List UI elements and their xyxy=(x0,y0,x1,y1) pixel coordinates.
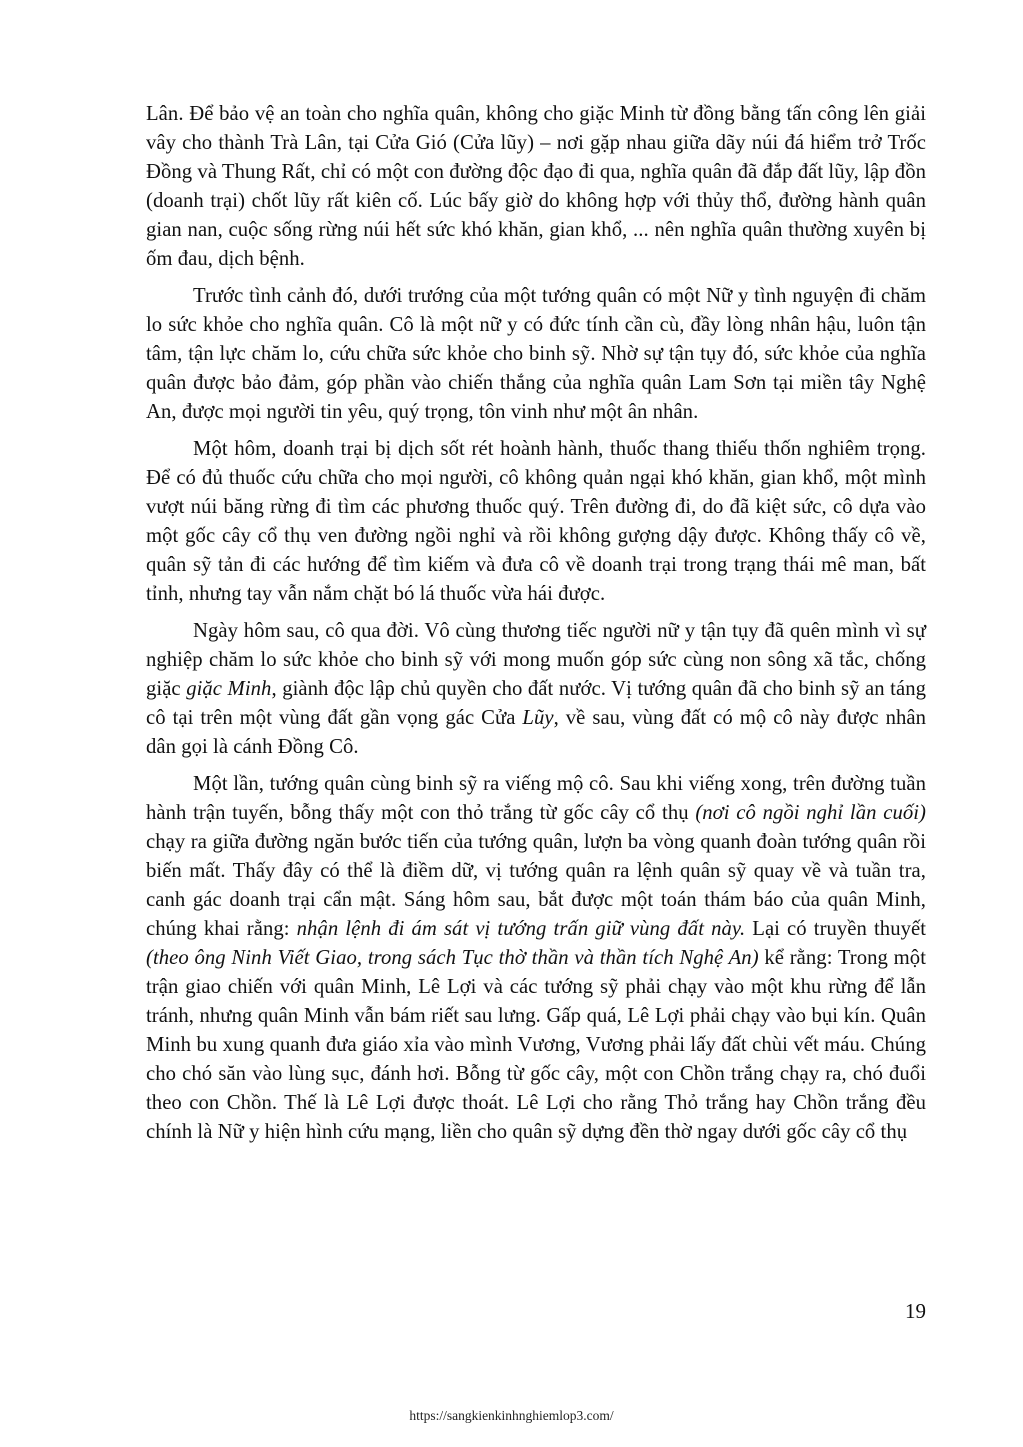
paragraph-p1 xyxy=(146,100,926,274)
text-segment: Lân. Để bảo vệ an toàn cho nghĩa quân, không cho giặc Minh từ đồng bằng tấn công lên giải vây cho thành Trà Lân, tại Cửa Gió (Cửa lũy) – nơi gặp nhau giữa dãy núi đá hiểm trở Trốc Đồng và Thung Rất, chỉ có một con đường độc đạo đi qua, nghĩa quân đã đắp đất lũy, lập đồn (doanh trại) chốt lũy rất kiên cố. Lúc bấy giờ do không hợp với thủy thổ, đường hành quân gian nan, cuộc sống rừng núi hết sức khó khăn, gian khổ, ... nên nghĩa quân thường xuyên bị ốm đau, dịch bệnh. xyxy=(146,103,926,270)
text-segment: Trước tình cảnh đó, dưới trướng của một tướng quân có một Nữ y tình nguyện đi chăm lo sức khỏe cho nghĩa quân. Cô là một nữ y có đức tính cần cù, đầy lòng nhân hậu, luôn tận tâm, tận lực chăm lo, cứu chữa sức khỏe cho binh sỹ. Nhờ sự tận tụy đó, sức khỏe của nghĩa quân được bảo đảm, góp phần vào chiến thắng của nghĩa quân Lam Sơn tại miền tây Nghệ An, được mọi người tin yêu, quý trọng, tôn vinh như một ân nhân. xyxy=(146,285,926,423)
paragraph-p4 xyxy=(146,617,926,762)
text-segment: kể rằng: Trong một trận giao chiến với quân Minh, Lê Lợi và các tướng sỹ phải chạy vào một khu rừng để lẫn tránh, nhưng quân Minh vẫn bám riết sau lưng. Gấp quá, Lê Lợi phải chạy vào bụi kín. Quân Minh bu xung quanh đưa giáo xỉa vào mình Vương, Vương phải lấy đất chùi vết máu. Chúng cho chó săn vào lùng sục, đánh hơi. Bỗng từ gốc cây, một con Chồn trắng chạy ra, chó đuổi theo con Chồn. Thế là Lê Lợi được thoát. Lê Lợi cho rằng Thỏ trắng hay Chồn trắng đều chính là Nữ y hiện hình cứu mạng, liền cho quân sỹ dựng đền thờ ngay dưới gốc cây cổ thụ xyxy=(146,947,926,1143)
page-number: 19 xyxy=(905,1299,926,1323)
text-segment: , về sau, vùng đất có mộ cô này được nhân dân gọi là cánh Đồng Cô. xyxy=(146,707,926,758)
text-segment: chạy ra giữa đường ngăn bước tiến của tướng quân, lượn ba vòng quanh đoàn tướng quân rồi biến mất. Thấy đây có thể là điềm dữ, vị tướng quân ra lệnh quân sỹ quay về và tuần tra, canh gác doanh trại cẩn mật. Sáng hôm sau, bắt được một toán thám báo của quân Minh, chúng khai rằng: xyxy=(146,831,926,940)
italic-text: Lũy xyxy=(522,707,554,729)
text-segment: Lại có truyền thuyết xyxy=(745,918,927,940)
italic-text: (theo ông Ninh Viết Giao, trong sách Tục thờ thần và thần tích Nghệ An) xyxy=(146,947,759,969)
footer-url[interactable]: https://sangkienkinhnghiemlop3.com/ xyxy=(409,1408,614,1423)
body-text xyxy=(146,100,926,1155)
text-segment: Một hôm, doanh trại bị dịch sốt rét hoành hành, thuốc thang thiếu thốn nghiêm trọng. Để có đủ thuốc cứu chữa cho mọi người, cô không quản ngại khó khăn, gian khổ, một mình vượt núi băng rừng đi tìm các phương thuốc quý. Trên đường đi, do đã kiệt sức, cô dựa vào một gốc cây cổ thụ ven đường ngồi nghỉ và rồi không gượng dậy được. Không thấy cô về, quân sỹ tản đi các hướng để tìm kiếm và đưa cô về doanh trại trong trạng thái mê man, bất tỉnh, nhưng tay vẫn nắm chặt bó lá thuốc vừa hái được. xyxy=(146,438,926,605)
text-segment: , giành độc lập chủ quyền cho đất nước. Vị tướng quân đã cho binh sỹ an táng cô tại trên một vùng đất gần vọng gác Cửa xyxy=(146,678,926,729)
paragraph-p5 xyxy=(146,770,926,1147)
paragraph-p2 xyxy=(146,282,926,427)
text-segment: Một lần, tướng quân cùng binh sỹ ra viếng mộ cô. Sau khi viếng xong, trên đường tuần hành trận tuyến, bỗng thấy một con thỏ trắng từ gốc cây cổ thụ xyxy=(146,773,926,824)
italic-text: nhận lệnh đi ám sát vị tướng trấn giữ vùng đất này. xyxy=(296,918,746,940)
paragraph-p3 xyxy=(146,435,926,609)
text-segment: Ngày hôm sau, cô qua đời. Vô cùng thương tiếc người nữ y tận tụy đã quên mình vì sự nghiệp chăm lo sức khỏe cho binh sỹ với mong muốn góp sức cùng non sông xã tắc, chống giặc xyxy=(146,620,926,700)
italic-text: (nơi cô ngồi nghỉ lần cuối) xyxy=(695,802,926,824)
italic-text: giặc Minh xyxy=(186,678,272,700)
